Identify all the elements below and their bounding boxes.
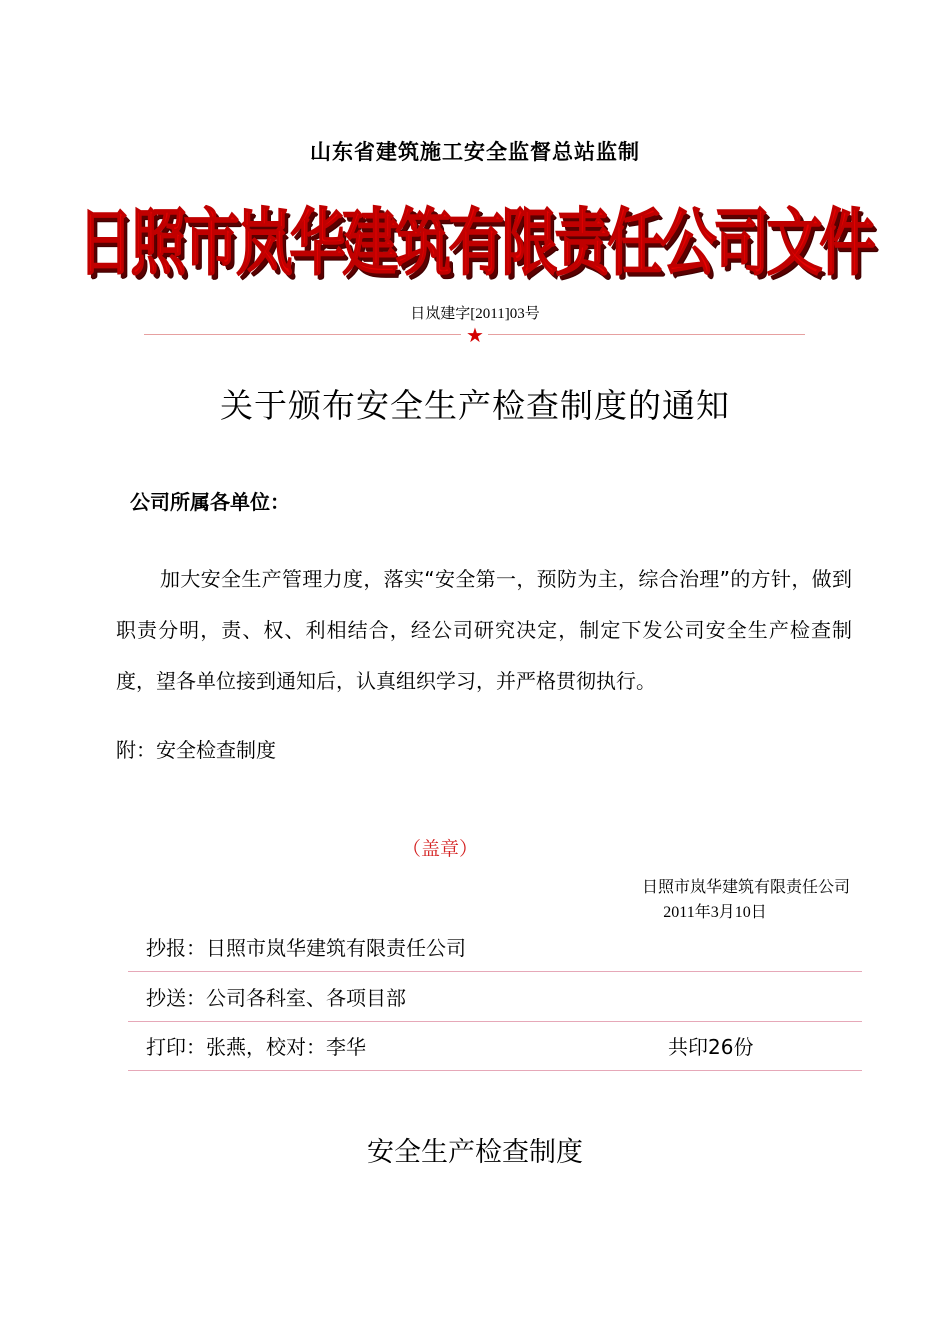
report-to: 抄报：日照市岚华建筑有限责任公司 <box>146 936 466 960</box>
issuer-name: 日照市岚华建筑有限责任公司 <box>641 877 850 896</box>
divider-right <box>488 334 805 335</box>
attachment-line: 附：安全检查制度 <box>116 738 276 762</box>
document-number: 日岚建字[2011]03号 <box>410 306 540 322</box>
copies-count: 共印26份 <box>668 1035 754 1059</box>
seal-placeholder: （盖章） <box>401 838 478 860</box>
document-heading: 日照市岚华建筑有限责任公司文件 <box>77 201 873 287</box>
distribution-row-print <box>128 1021 862 1071</box>
print-proof: 打印：张燕，校对：李华 <box>146 1035 366 1059</box>
section-title: 安全生产检查制度 <box>367 1137 583 1168</box>
divider-left <box>144 334 461 335</box>
issue-date: 2011年3月10日 <box>663 904 767 921</box>
distribution-row-report <box>128 922 862 972</box>
distribution-row-copy <box>128 972 862 1022</box>
addressee: 公司所属各单位： <box>130 490 290 514</box>
notice-title: 关于颁布安全生产检查制度的通知 <box>220 386 730 425</box>
star-icon: ★ <box>466 323 484 347</box>
notice-body: 加大安全生产管理力度，落实“安全第一，预防为主，综合治理”的方针，做到职责分明，责、权、利相结合，经公司研究决定，制定下发公司安全生产检查制度，望各单位接到通知后，认真组织学习，并严格贯彻执行。 <box>116 567 852 693</box>
copy-to: 抄送：公司各科室、各项目部 <box>146 986 406 1010</box>
supervision-line: 山东省建筑施工安全监督总站监制 <box>310 140 640 164</box>
